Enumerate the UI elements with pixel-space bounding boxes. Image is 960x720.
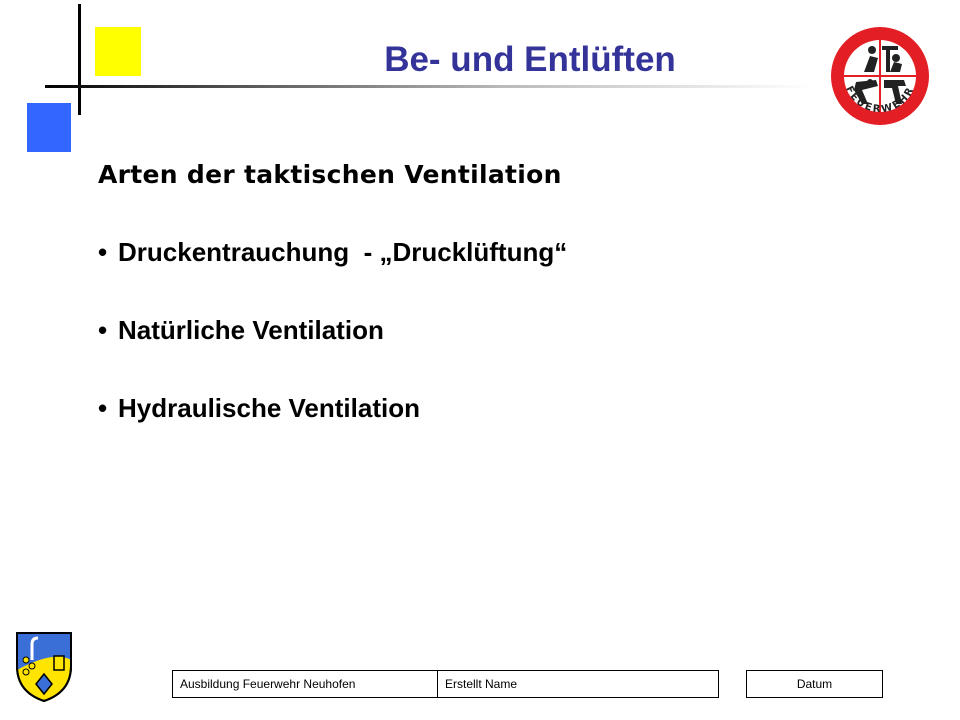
yellow-decor-square	[95, 27, 141, 76]
footer-author: Erstellt Name	[445, 677, 518, 691]
bullet-text: Druckentrauchung - „Drucklüftung“	[118, 237, 568, 267]
slide-title: Be- und Entlüften	[384, 40, 676, 79]
bullet-dot: •	[98, 237, 108, 267]
blue-decor-square	[27, 103, 71, 152]
horizontal-decor-line	[45, 85, 815, 88]
feuerwehr-emblem-icon	[828, 24, 932, 128]
bullet-item	[98, 315, 384, 346]
bullet-item	[98, 237, 567, 268]
bullet-dot: •	[98, 315, 108, 345]
bullet-text: Natürliche Ventilation	[118, 315, 384, 345]
bullet-item	[98, 393, 420, 424]
footer-info-box	[172, 670, 719, 698]
bullet-text: Hydraulische Ventilation	[118, 393, 420, 423]
coat-of-arms-icon	[14, 630, 74, 704]
footer-organization: Ausbildung Feuerwehr Neuhofen	[173, 671, 438, 697]
slide-subtitle: Arten der taktischen Ventilation	[98, 160, 562, 189]
logo-text: FEUERWEHR	[843, 84, 917, 116]
vertical-decor-line	[78, 4, 81, 115]
bullet-dot: •	[98, 393, 108, 423]
footer-date: Datum	[746, 670, 883, 698]
